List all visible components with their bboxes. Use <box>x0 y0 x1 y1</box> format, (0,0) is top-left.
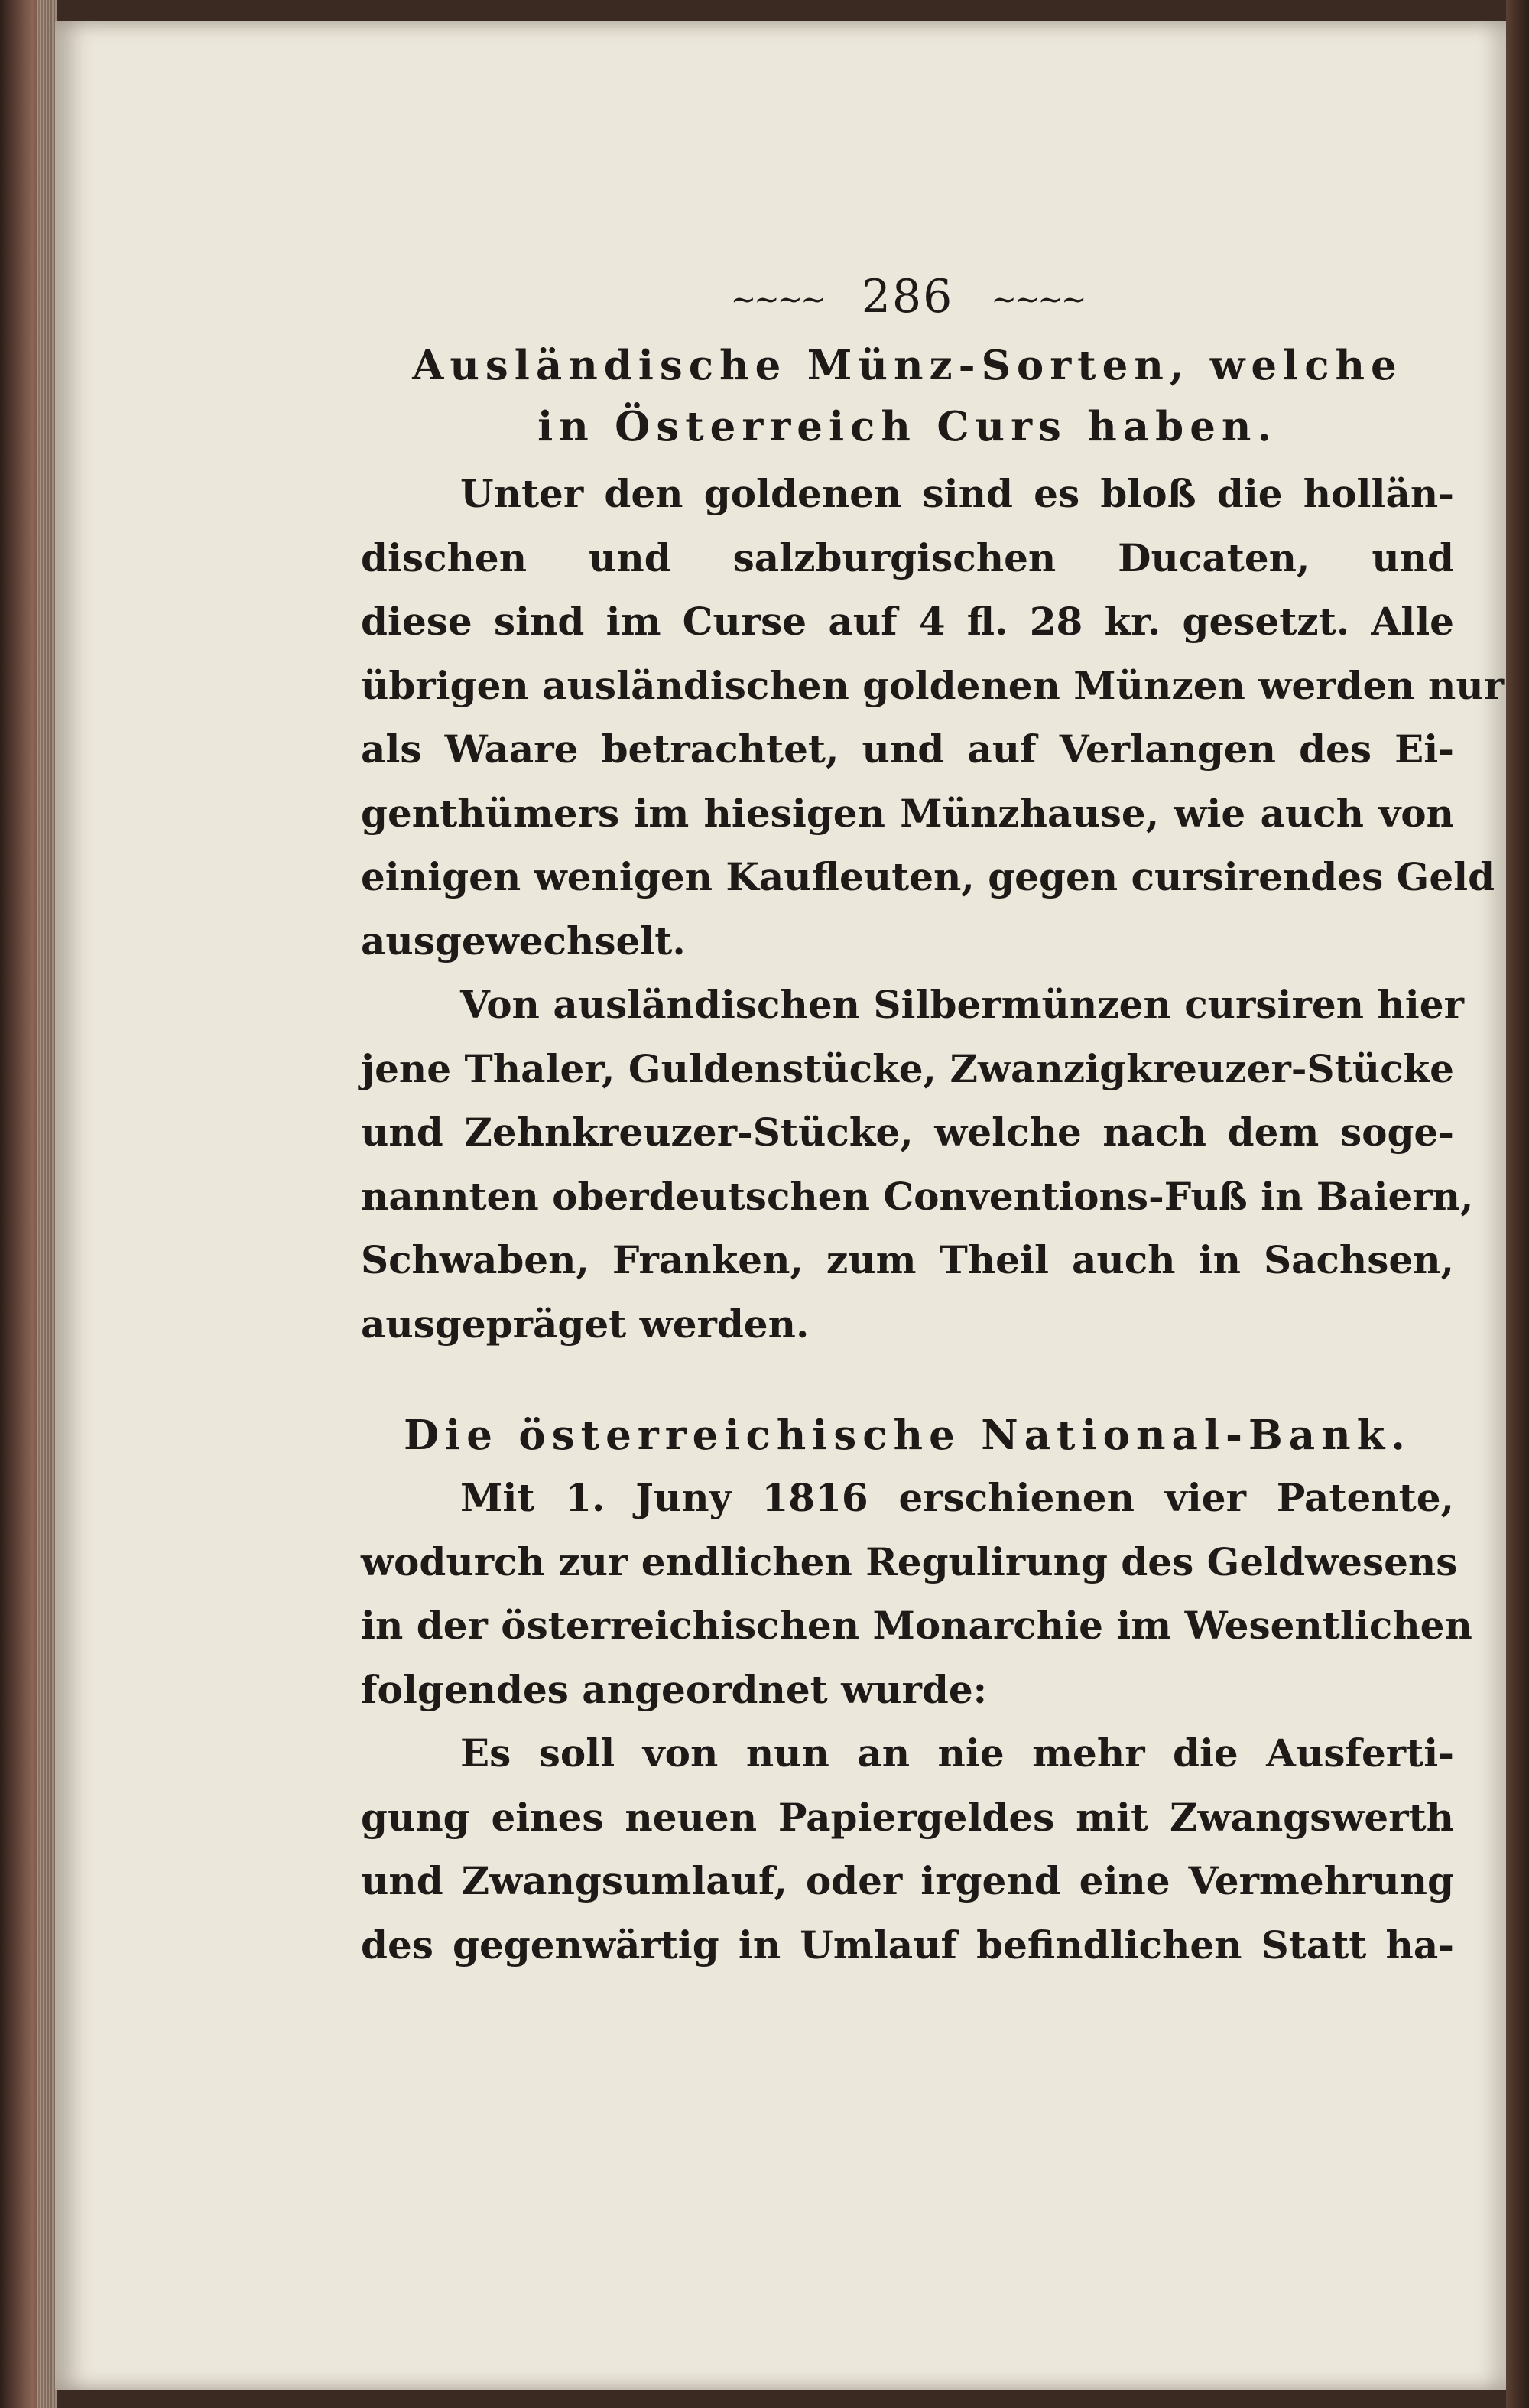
text-line: ausgepräget werden. <box>361 1301 810 1347</box>
text-line: in der österreichischen Monarchie im Wesentlichen <box>361 1603 1472 1648</box>
page-edges <box>37 0 57 2408</box>
paragraph-gold-coins <box>361 462 1505 973</box>
text-line: folgendes angeordnet wurde: <box>361 1666 988 1712</box>
text-line: Schwaben, Franken, zum Theil auch in Sachsen, <box>361 1237 1454 1282</box>
book-page <box>55 21 1506 2390</box>
text-line: Mit 1. Juny 1816 erschienen vier Patente, <box>460 1475 1454 1520</box>
text-line: dischen und salzburgischen Ducaten, und <box>361 535 1454 580</box>
page-number: 286 <box>861 270 954 323</box>
paragraph-patents <box>361 1466 1472 1721</box>
section-heading-line2: in Österreich Curs haben. <box>537 403 1277 450</box>
text-line: diese sind im Curse auf 4 fl. 28 kr. gesetzt. Alle <box>361 599 1454 644</box>
text-line: und Zehnkreuzer-Stücke, welche nach dem soge- <box>361 1110 1454 1155</box>
text-line: Von ausländischen Silbermünzen cursiren hier <box>460 982 1464 1027</box>
paragraph-paper-money <box>361 1721 1454 1977</box>
page-header <box>361 258 1454 335</box>
text-line: als Waare betrachtet, und auf Verlangen des Ei- <box>361 726 1454 772</box>
text-line: einigen wenigen Kaufleuten, gegen cursirendes Geld <box>361 854 1495 899</box>
header-ornament-right: ~~~~ <box>991 282 1085 318</box>
text-line: gung eines neuen Papiergeldes mit Zwangswerth <box>361 1794 1454 1840</box>
section-heading-national-bank: Die österreichische National-Bank. <box>404 1412 1411 1459</box>
text-line: ausgewechselt. <box>361 918 686 964</box>
text-line: genthümers im hiesigen Münzhause, wie auch von <box>361 790 1454 836</box>
page-content <box>361 258 1505 1977</box>
text-line: und Zwangsumlauf, oder irgend eine Vermehrung <box>361 1858 1454 1903</box>
section-heading-line1: Ausländische Münz-Sorten, welche <box>412 342 1403 389</box>
text-line: jene Thaler, Guldenstücke, Zwanzigkreuzer-Stücke <box>361 1045 1454 1091</box>
book-cover-edge <box>1506 0 1529 2408</box>
text-line: wodurch zur endlichen Regulirung des Geldwesens <box>361 1539 1458 1584</box>
text-line: Unter den goldenen sind es bloß die hollän- <box>460 471 1454 516</box>
text-line: nannten oberdeutschen Conventions-Fuß in Baiern, <box>361 1173 1474 1219</box>
paragraph-silver-coins <box>361 973 1474 1356</box>
text-line: übrigen ausländischen goldenen Münzen werden nur <box>361 662 1505 708</box>
header-ornament-left: ~~~~ <box>730 282 824 318</box>
text-line: Es soll von nun an nie mehr die Ausferti- <box>460 1730 1454 1776</box>
text-line: des gegenwärtig in Umlauf befindlichen Statt ha- <box>361 1922 1454 1968</box>
